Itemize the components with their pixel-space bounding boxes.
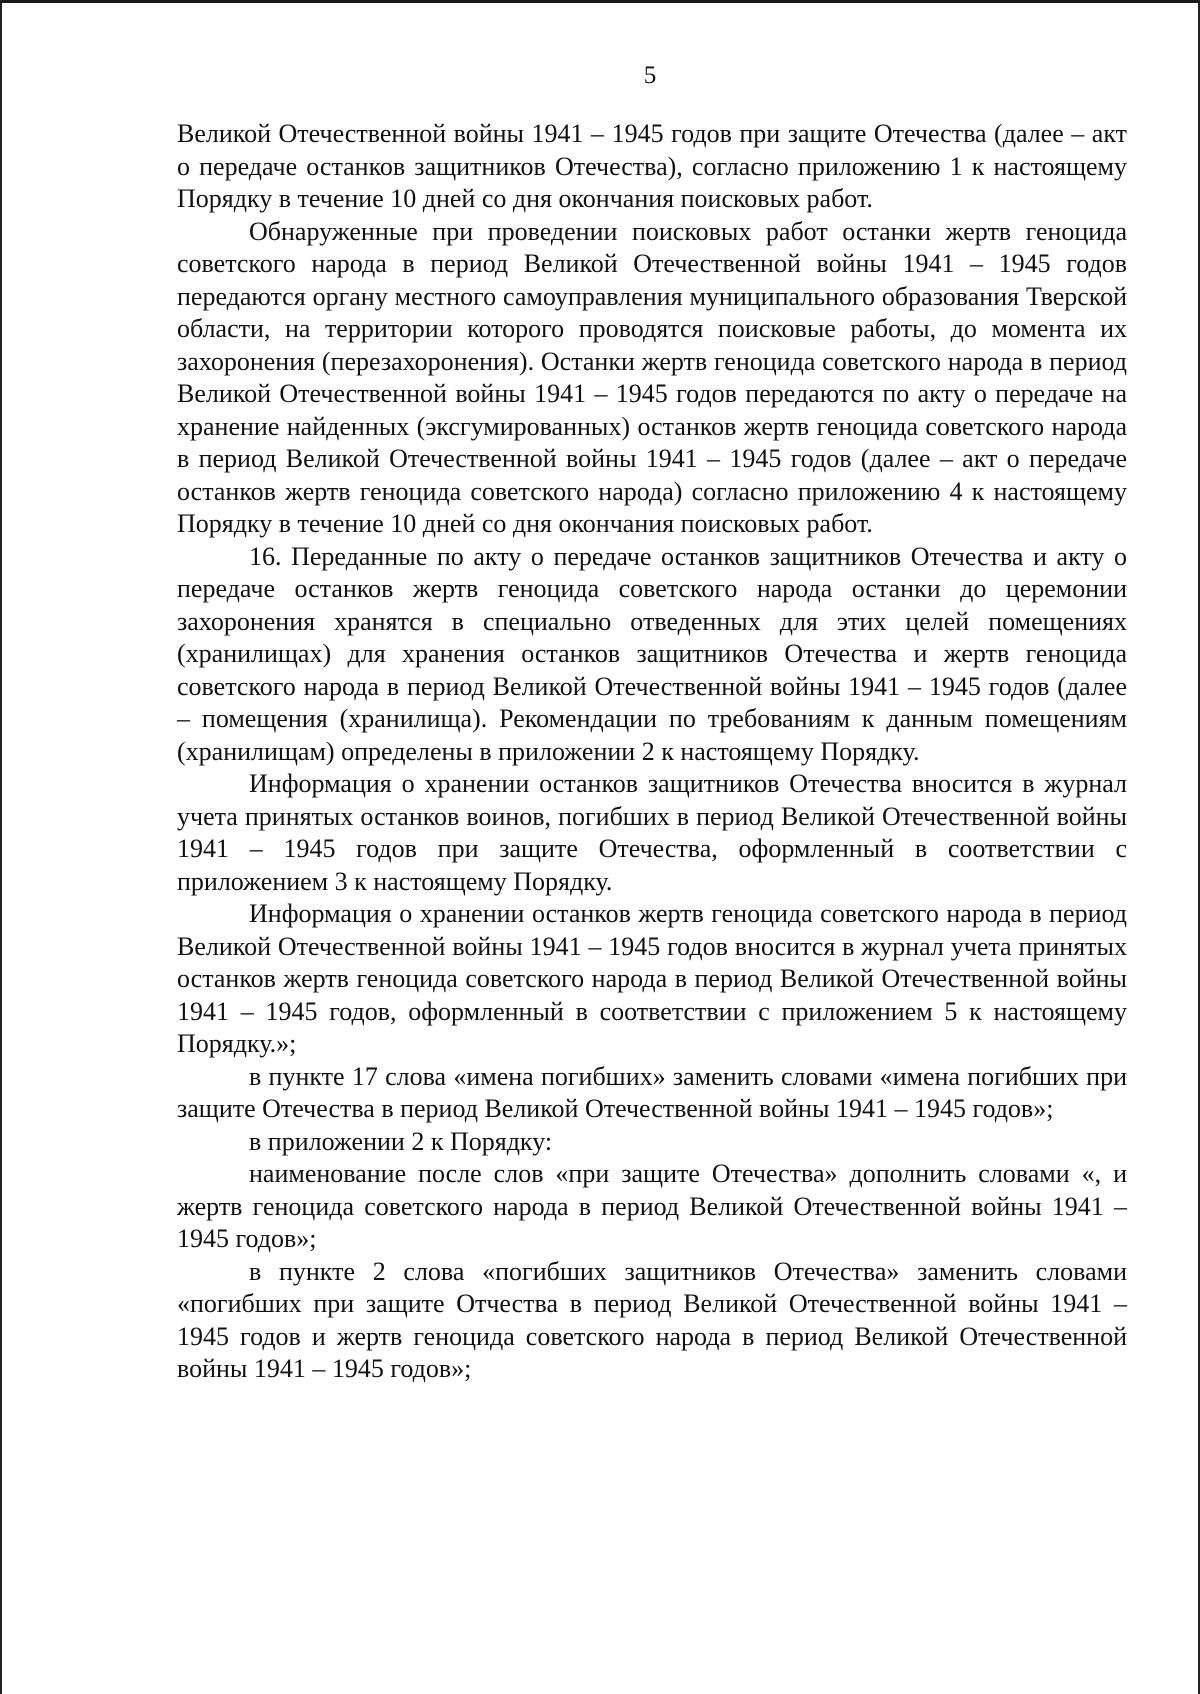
scan-edge-top <box>0 0 1200 3</box>
paragraph-item-16: 16. Переданные по акту о передаче останков защитников Отечества и акту о передаче останков жертв геноцида советского народа останки до церемонии захоронения хранятся в специально отведенных для этих целей помещениях (хранилищах) для хранения останков защитников Отечества и жертв геноцида советского народа в период Великой Отечественной войны 1941 – 1945 годов (далее – помещения (хранилища). Рекомендации по требованиям к данным помещениям (хранилищам) определены в приложении 2 к настоящему Порядку. <box>177 541 1127 766</box>
paragraph-appendix-2-title-amendment: наименование после слов «при защите Отечества» дополнить словами «, и жертв геноцида советского народа в период Великой Отечественной войны 1941 – 1945 годов»; <box>177 1159 1127 1253</box>
paragraph-genocide-storage-info: Информация о хранении останков жертв геноцида советского народа в период Великой Отечественной войны 1941 – 1945 годов вносится в журнал учета принятых останков жертв геноцида советского народа в период Великой Отечественной войны 1941 – 1945 годов, оформленный в соответствии с приложением 5 к настоящему Порядку.»; <box>177 899 1127 1058</box>
scan-edge-left <box>0 0 2 1694</box>
paragraph-item-17-amendment: в пункте 17 слова «имена погибших» заменить словами «имена погибших при защите Отечества в период Великой Отечественной войны 1941 – 1945 годов»; <box>177 1061 1127 1123</box>
paragraph-continuation: Великой Отечественной войны 1941 – 1945 годов при защите Отечества (далее – акт о передаче останков защитников Отечества), согласно приложению 1 к настоящему Порядку в течение 10 дней со дня окончания поисковых работ. <box>177 119 1127 213</box>
paragraph-appendix-2-item-2-amendment: в пункте 2 слова «погибших защитников Отечества» заменить словами «погибших при защите Отчества в период Великой Отечественной войны 1941 – 1945 годов и жертв геноцида советского народа в период Великой Отечественной войны 1941 – 1945 годов»; <box>177 1256 1127 1383</box>
page-number: 5 <box>643 62 657 89</box>
paragraph-genocide-remains-transfer: Обнаруженные при проведении поисковых работ останки жертв геноцида советского народа в период Великой Отечественной войны 1941 – 1945 годов передаются органу местного самоуправления муниципального образования Тверской области, на территории которого проводятся поисковые работы, до момента их захоронения (перезахоронения). Останки жертв геноцида советского народа в период Великой Отечественной войны 1941 – 1945 годов передаются по акту о передаче на хранение найденных (эксгумированных) останков жертв геноцида советского народа в период Великой Отечественной войны 1941 – 1945 годов (далее – акт о передаче останков жертв геноцида советского народа) согласно приложению 4 к настоящему Порядку в течение 10 дней со дня окончания поисковых работ. <box>177 216 1127 538</box>
document-body <box>177 118 1127 1386</box>
paragraph-appendix-2-heading: в приложении 2 к Порядку: <box>249 1126 553 1156</box>
paragraph-defenders-storage-info: Информация о хранении останков защитников Отечества вносится в журнал учета принятых останков воинов, погибших в период Великой Отечественной войны 1941 – 1945 годов при защите Отечества, оформленный в соответствии с приложением 3 к настоящему Порядку. <box>177 769 1127 896</box>
